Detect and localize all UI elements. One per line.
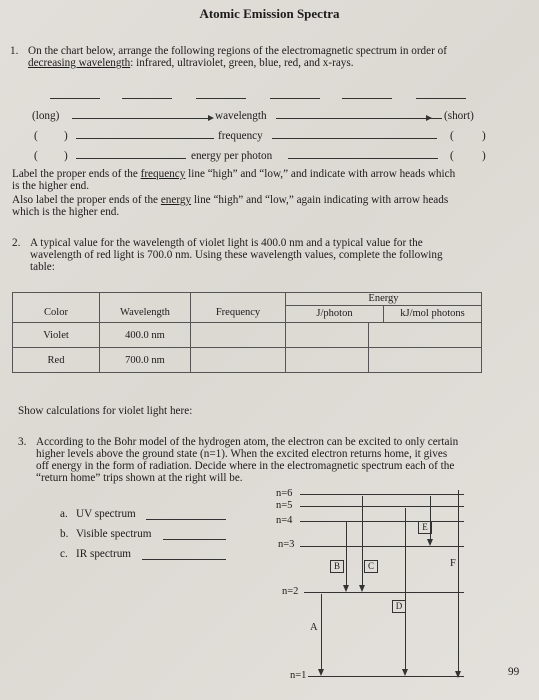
energy-subheaders [286, 306, 481, 322]
wavelength-label: wavelength [215, 110, 267, 122]
page-number: 99 [508, 666, 520, 678]
answer-blank-5[interactable] [342, 98, 392, 99]
cell-kj-mol-red[interactable] [369, 348, 482, 373]
transition-e-arrow [430, 496, 431, 544]
q1-underlined-phrase: decreasing wavelength [28, 57, 131, 69]
wavelength-arrow-left [72, 118, 212, 119]
answer-blank-2[interactable] [122, 98, 172, 99]
cell-wavelength-violet: 400.0 nm [100, 323, 191, 348]
answer-blank-1[interactable] [50, 98, 100, 99]
q3-item-b-blank[interactable] [163, 539, 226, 540]
q2-text-line1: A typical value for the wavelength of violet light is 400.0 nm and a typical value for the [30, 237, 423, 249]
label-instruction-1a [12, 168, 455, 181]
level-line-n5 [300, 506, 464, 507]
q3-item-a-label: UV spectrum [76, 508, 136, 520]
freq-left-paren-open[interactable]: ( [34, 130, 38, 142]
transition-a-label: A [310, 622, 318, 633]
long-label: (long) [32, 110, 60, 122]
spectra-table [12, 292, 482, 373]
level-line-n1 [308, 676, 464, 677]
label2-underlined: energy [160, 194, 192, 206]
transition-e-label: E [418, 521, 432, 534]
q3-text-line3: off energy in the form of radiation. Decide where in the electromagnetic spectrum each of the [36, 460, 455, 472]
transition-c-label: C [364, 560, 378, 573]
q3-number: 3. [18, 436, 27, 448]
wavelength-arrow-right [276, 118, 430, 119]
header-color: Color [13, 293, 100, 323]
transition-d-arrow [405, 508, 406, 674]
table-header-row [13, 293, 482, 323]
freq-right-paren-open[interactable]: ( [450, 130, 454, 142]
label1-underlined: frequency [140, 168, 186, 180]
energy-left-paren-open[interactable]: ( [34, 150, 38, 162]
level-label-n2: n=2 [282, 586, 299, 597]
cell-color-violet: Violet [13, 323, 100, 348]
frequency-line-right [272, 138, 437, 139]
freq-right-paren-close[interactable]: ) [482, 130, 486, 142]
label2-text-b: line “high” and “low,” again indicating with arrow heads [191, 194, 449, 206]
transition-b-arrow [346, 522, 347, 590]
transition-b-label: B [330, 560, 344, 573]
level-line-n3 [300, 546, 464, 547]
q1-number: 1. [10, 45, 19, 57]
level-label-n4: n=4 [276, 515, 293, 526]
q3-text-line2: higher levels above the ground state (n=1). When the excited electron returns home, it gives [36, 448, 448, 460]
show-calculations-label: Show calculations for violet light here: [18, 405, 193, 417]
q1-text-line2 [28, 57, 354, 70]
transition-f-label: F [450, 558, 456, 569]
level-line-n6 [300, 494, 464, 495]
short-label: (short) [444, 110, 474, 122]
cell-wavelength-red: 700.0 nm [100, 348, 191, 373]
level-label-n3: n=3 [278, 539, 295, 550]
transition-c-arrow [362, 496, 363, 590]
q3-item-b-letter: b. [60, 528, 69, 540]
transition-d-label: D [392, 600, 406, 613]
transition-f-arrow [458, 490, 459, 676]
label2-text-a: Also label the proper ends of the [12, 194, 161, 206]
q2-text-line2: wavelength of red light is 700.0 nm. Using these wavelength values, complete the following [30, 249, 443, 261]
q2-text-line3: table: [30, 261, 55, 273]
header-energy-group [286, 293, 482, 323]
cell-color-red: Red [13, 348, 100, 373]
header-j-per-photon: J/photon [286, 306, 384, 322]
energy-label: energy per photon [191, 150, 273, 162]
page-title: Atomic Emission Spectra [199, 6, 340, 21]
energy-left-paren-close[interactable]: ) [64, 150, 68, 162]
energy-right-paren-close[interactable]: ) [482, 150, 486, 162]
cell-j-photon-red[interactable] [286, 348, 369, 373]
label-instruction-2b: which is the higher end. [12, 206, 120, 218]
header-frequency: Frequency [191, 293, 286, 323]
q3-item-c-label: IR spectrum [76, 548, 131, 560]
label1-text-b: line “high” and “low,” and indicate with arrow heads which [185, 168, 456, 180]
header-kj-per-mol: kJ/mol photons [400, 308, 465, 319]
q3-text-line4: “return home” trips shown at the right will be. [36, 472, 243, 484]
freq-left-paren-close[interactable]: ) [64, 130, 68, 142]
header-wavelength: Wavelength [100, 293, 191, 323]
level-label-n6: n=6 [276, 488, 293, 499]
table-row [13, 348, 482, 373]
q3-item-a-blank[interactable] [146, 519, 226, 520]
level-line-n2 [304, 592, 464, 593]
header-energy: Energy [286, 293, 481, 306]
q3-text-line1: According to the Bohr model of the hydrogen atom, the electron can be excited to only certain [36, 436, 459, 448]
q3-item-c-letter: c. [60, 548, 68, 560]
q3-item-b-label: Visible spectrum [76, 528, 152, 540]
answer-blank-6[interactable] [416, 98, 466, 99]
q2-number: 2. [12, 237, 21, 249]
level-label-n5: n=5 [276, 500, 293, 511]
cell-frequency-violet[interactable] [191, 323, 286, 348]
wavelength-tail [430, 118, 442, 119]
answer-blank-4[interactable] [270, 98, 320, 99]
energy-line-right [288, 158, 438, 159]
transition-a-arrow [321, 594, 322, 674]
cell-frequency-red[interactable] [191, 348, 286, 373]
table-row [13, 323, 482, 348]
energy-right-paren-open[interactable]: ( [450, 150, 454, 162]
label-instruction-2a [12, 194, 448, 207]
cell-j-photon-violet[interactable] [286, 323, 369, 348]
q3-item-a-letter: a. [60, 508, 68, 520]
frequency-line-left [76, 138, 214, 139]
q1-text-line1: On the chart below, arrange the following regions of the electromagnetic spectrum in order of [28, 45, 447, 57]
level-label-n1: n=1 [290, 670, 307, 681]
frequency-label: frequency [218, 130, 263, 142]
energy-line-left [76, 158, 186, 159]
cell-kj-mol-violet[interactable] [369, 323, 482, 348]
label-instruction-1b: is the higher end. [12, 180, 90, 192]
level-line-n4 [300, 521, 464, 522]
q3-item-c-blank[interactable] [142, 559, 226, 560]
q1-text-rest: : infrared, ultraviolet, green, blue, red, and x-rays. [130, 57, 354, 69]
answer-blank-3[interactable] [196, 98, 246, 99]
label1-text-a: Label the proper ends of the [12, 168, 141, 180]
